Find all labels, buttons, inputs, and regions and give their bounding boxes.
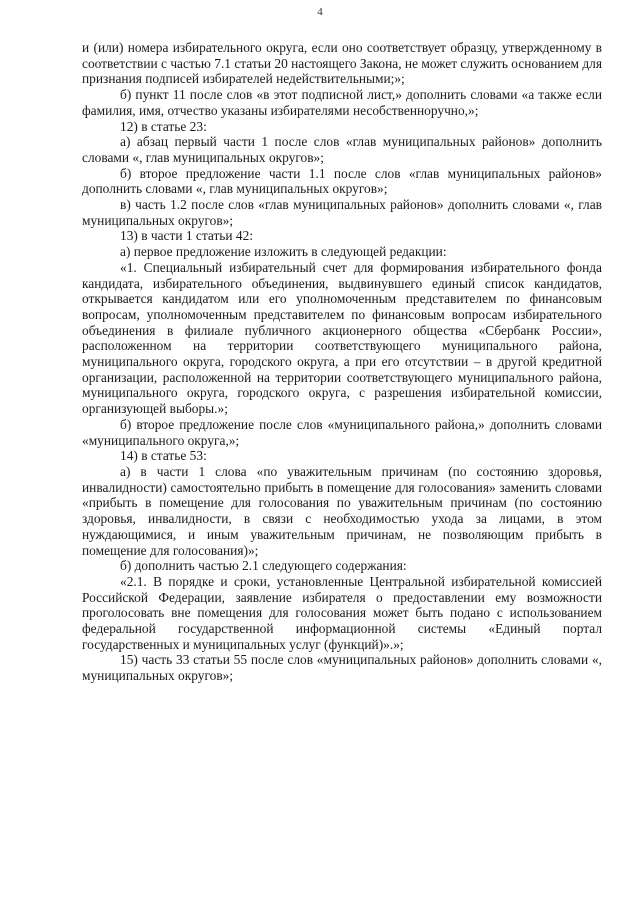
page-number: 4	[317, 6, 323, 18]
paragraph: б) пункт 11 после слов «в этот подписной лист,» дополнить словами «а также если фамилия, имя, отчество указаны избирателями несобственноручно,»;	[82, 87, 602, 118]
paragraph: в) часть 1.2 после слов «глав муниципальных районов» дополнить словами «, глав муниципальных округов»;	[82, 197, 602, 228]
paragraph: «2.1. В порядке и сроки, установленные Центральной избирательной комиссией Российской Федерации, заявление избирателя о предоставлении ему возможности проголосовать вне помещения для голосования может быть подано с использованием федеральной государственной информационной системы «Единый портал государственных и муниципальных услуг (функций)».»;	[82, 573, 602, 652]
paragraph: а) абзац первый части 1 после слов «глав муниципальных районов» дополнить словами «, глав муниципальных округов»;	[82, 134, 602, 165]
paragraph: 14) в статье 53:	[120, 448, 207, 464]
paragraph: 12) в статье 23:	[120, 118, 207, 134]
paragraph: б) дополнить частью 2.1 следующего содержания:	[120, 558, 407, 574]
paragraph: 15) часть 33 статьи 55 после слов «муниципальных районов» дополнить словами «, муниципальных округов»;	[82, 652, 602, 684]
paragraph: и (или) номера избирательного округа, если оно соответствует образцу, утвержденному в соответствии с частью 7.1 статьи 20 настоящего Закона, не может служить основанием для признания подписей избирателей недействительными;»;	[82, 40, 602, 87]
paragraph: б) второе предложение после слов «муниципального района,» дополнить словами «муниципального округа,»;	[82, 416, 602, 448]
paragraph: а) первое предложение изложить в следующей редакции:	[120, 244, 447, 260]
paragraph: 13) в части 1 статьи 42:	[120, 228, 254, 244]
paragraph: а) в части 1 слова «по уважительным причинам (по состоянию здоровья, инвалидности) самостоятельно прибыть в помещение для голосования» заменить словами «прибыть в помещение для голосования по уважительным причинам (по состоянию здоровья, инвалидности, в связи с необходимостью ухода за лицами, в этом нуждающимися, и иным уважительным причинам, не позволяющим прибыть в помещение для голосования)»;	[82, 463, 602, 558]
paragraph: б) второе предложение части 1.1 после слов «глав муниципальных районов» дополнить словами «, глав муниципальных округов»;	[82, 165, 602, 197]
paragraph: «1. Специальный избирательный счет для формирования избирательного фонда кандидата, избирательного объединения, выдвинувшего единый список кандидатов, открывается кандидатом или его уполномоченным представителем по финансовым вопросам, уполномоченным представителем по финансовым вопросам избирательного объединения в филиале публичного акционерного общества «Сбербанк России», расположенном на территории соответствующего муниципального района, муниципального округа, городского округа, а при его отсутствии – в другой кредитной организации, расположенной на территории соответствующего муниципального района, муниципального округа, городского округа, с разрешения избирательной комиссии, организующей выборы.»;	[82, 259, 602, 417]
document-body	[82, 40, 602, 684]
